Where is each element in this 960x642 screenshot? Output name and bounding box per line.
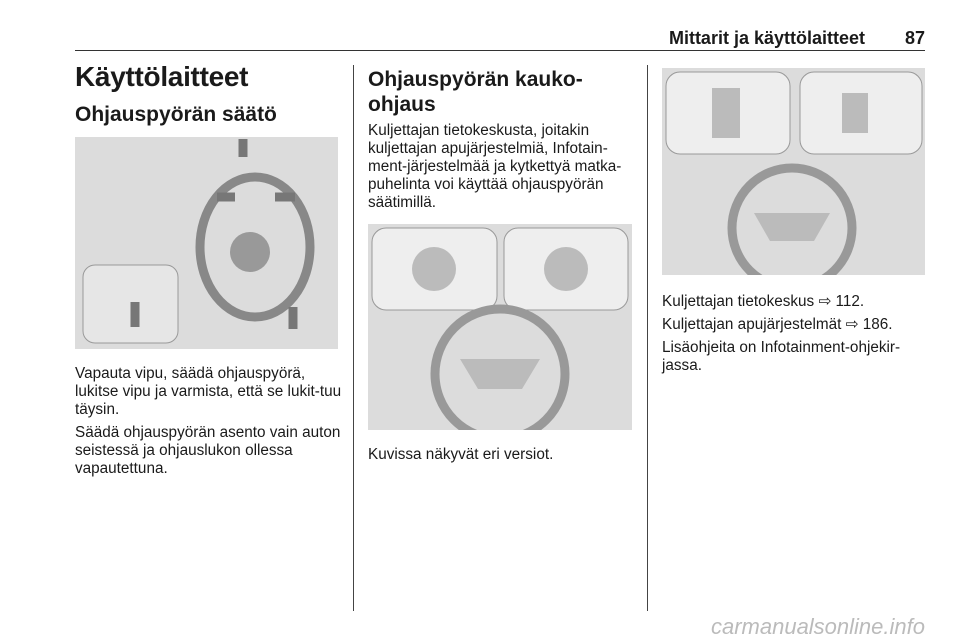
reference-line (662, 293, 930, 311)
caption: Kuvissa näkyvät eri versiot. (368, 446, 554, 463)
steering-adjust-illustration (75, 137, 338, 349)
column-1 (75, 60, 343, 483)
reference-line (662, 316, 930, 334)
steering-controls-illustration-alt (662, 68, 925, 275)
paragraph: Vapauta vipu, säädä ohjauspyörä, lukitse vipu ja varmista, että se lukit-tuu täysin. (75, 365, 342, 418)
page-ref-arrow-icon: ⇨ (818, 293, 832, 310)
column-2 (368, 67, 636, 469)
header-rule (75, 50, 925, 51)
page-ref[interactable]: 186. (862, 316, 893, 333)
section-title: Mittarit ja käyttölaitteet (668, 28, 865, 48)
reference-text: Kuljettajan tietokeskus (662, 293, 815, 310)
subsection-heading: Ohjauspyörän säätö (75, 103, 277, 126)
column-divider (647, 65, 648, 611)
column-divider (353, 65, 354, 611)
column-3 (662, 68, 930, 380)
paragraph: Lisäohjeita on Infotainment-ohjekir-jassa. (662, 339, 901, 374)
page-ref-arrow-icon: ⇨ (845, 316, 859, 333)
reference-text: Kuljettajan apujärjestelmät (662, 316, 842, 333)
section-heading: Ohjauspyörän kauko-ohjaus (368, 68, 583, 116)
section-heading: Käyttölaitteet (75, 61, 249, 92)
paragraph: Säädä ohjauspyörän asento vain auton seistessä ja ohjauslukon ollessa vapautettuna. (75, 424, 341, 477)
paragraph: Kuljettajan tietokeskusta, joitakin kuljettajan apujärjestelmiä, Infotain-ment-järjestelmää ja kytkettyä matka-puhelinta voi käyttää ohjauspyörän säätimillä. (368, 122, 622, 211)
steering-controls-illustration (368, 224, 632, 430)
page-ref[interactable]: 112. (835, 293, 865, 310)
page-number: 87 (904, 28, 925, 48)
watermark: carmanualsonline.info (710, 614, 925, 639)
page-header (669, 28, 925, 49)
